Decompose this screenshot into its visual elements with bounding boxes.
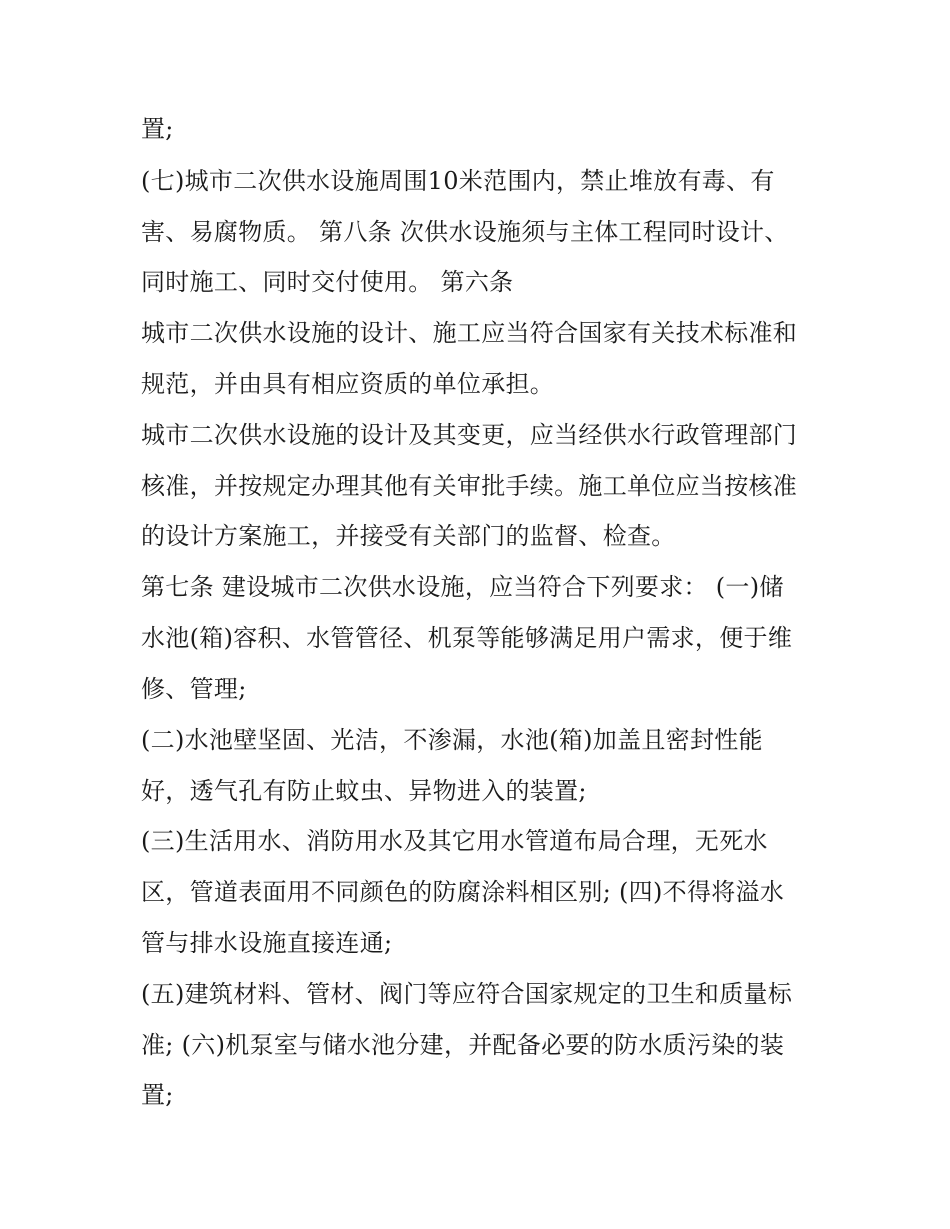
text-line: 区，管道表面用不同颜色的防腐涂料相区别; (四)不得将溢水 xyxy=(141,878,785,906)
text-line: 害、易腐物质。 第八条 次供水设施须与主体工程同时设计、 xyxy=(141,218,789,246)
text-line: 城市二次供水设施的设计及其变更，应当经供水行政管理部门 xyxy=(141,421,798,449)
text-line: 核准，并按规定办理其他有关审批手续。施工单位应当按核准 xyxy=(141,472,798,500)
text-line: 水池(箱)容积、水管管径、机泵等能够满足用户需求，便于维 xyxy=(141,624,793,652)
text-line: 准; (六)机泵室与储水池分建，并配备必要的防水质污染的装 xyxy=(141,1031,785,1059)
text-line: 修、管理; xyxy=(141,675,247,703)
text-line: 好，透气孔有防止蚊虫、异物进入的装置; xyxy=(141,777,587,805)
text-line: 城市二次供水设施的设计、施工应当符合国家有关技术标准和 xyxy=(141,319,798,347)
text-line: (七)城市二次供水设施周围10米范围内，禁止堆放有毒、有 xyxy=(141,167,775,195)
text-line: 规范，并由具有相应资质的单位承担。 xyxy=(141,370,555,398)
text-line: (五)建筑材料、管材、阀门等应符合国家规定的卫生和质量标 xyxy=(141,980,793,1008)
text-line: (二)水池壁坚固、光洁，不渗漏，水池(箱)加盖且密封性能 xyxy=(141,726,763,754)
text-line: (三)生活用水、消防用水及其它用水管道布局合理，无死水 xyxy=(141,827,768,855)
text-line: 管与排水设施直接连通; xyxy=(141,929,393,957)
text-line: 置; xyxy=(141,1081,174,1109)
text-line: 第七条 建设城市二次供水设施，应当符合下列要求： (一)储 xyxy=(141,573,784,601)
text-line: 同时施工、同时交付使用。 第六条 xyxy=(141,268,514,296)
text-line: 的设计方案施工，并接受有关部门的监督、检查。 xyxy=(141,522,676,550)
text-line: 置; xyxy=(141,115,174,143)
